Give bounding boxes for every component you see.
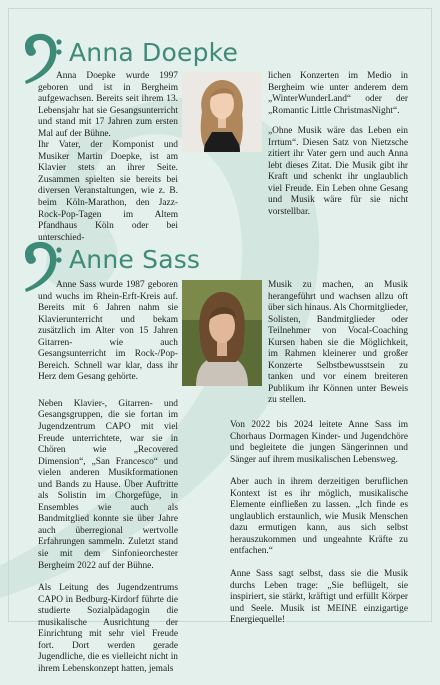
section-title-anne: Anne Sass: [69, 245, 201, 274]
anne-paragraph: Neben Klavier-, Gitarren- und Gesangsgruppen, die sie fortan im Jugendzentrum CAPO mit viel Freude unterrichtete, war sie in Chören wie „Recovered Dimension“, „San Francesco“ und vielen anderen Musikformationen und Bands zu Hause. Über Auftritte als Solistin im Chorgefüge, in Ensembles wie auch als Bandmitglied konnte sie über Jahre auch überregional wertvolle Erfahrungen sammeln. Zuletzt stand sie mit dem Sinfonieorchester Bergheim 2022 auf der Bühne.: [38, 398, 178, 571]
anna-paragraph: lichen Konzerten im Medio in Bergheim wie unter anderem dem „WinterWunderLand“ oder der „Romantic Little ChristmasNight“.: [268, 71, 408, 116]
anna-photo: [182, 72, 262, 152]
anna-text-column-1: [38, 71, 178, 253]
anne-text-column-2: [230, 280, 408, 636]
anna-text-column-2: [268, 71, 408, 228]
anne-paragraph: Von 2022 bis 2024 leitete Anne Sass im Chorhaus Dormagen Kinder- und Jugendchöre und begleitete die jungen Sängerinnen und Sänger auf ihrem musikalischen Lebensweg.: [230, 420, 408, 465]
anne-text-column-1: [38, 280, 178, 685]
anna-paragraph: Ihr Vater, der Komponist und Musiker Martin Doepke, ist am Klavier stets an ihrer Seite. Zusammen spielten sie bereits bei diversen Veranstaltungen, wie z. B. beim Köln-Marathon, den Jazz-Rock-Pop-Tagen im Altem Pfandhaus Köln oder bei unterschied-: [38, 140, 178, 243]
anna-paragraph: Anna Doepke wurde 1997 geboren und ist in Bergheim aufgewachsen. Bereits seit ihrem 13. Lebensjahr hat sie Gesangsunterricht und stand mit 17 Jahren zum ersten Mal auf der Bühne.: [38, 71, 178, 139]
anne-paragraph: Musik zu machen, an Musik herangeführt und wachsen allzu oft über sich hinaus. Als Chormitglieder, Solisten, Bandmitglieder oder Teilnehmer von Vocal-Coaching Kursen haben sie die Möglichkeit, im Rahmen kleinerer und großer Konzerte Selbstbewusstsein zu tanken und vor einem breiteren Publikum ihr Können unter Beweis zu stellen.: [268, 280, 408, 406]
anna-paragraph: „Ohne Musik wäre das Leben ein Irrtum“. Diesen Satz von Nietzsche zitiert ihr Vater gern und auch Anna lebt dieses Zitat. Die Musik gibt ihr Kraft und schenkt ihr unglaublich viel Freude. Ein Leben ohne Gesang und Musik wäre für sie nicht vorstellbar.: [268, 126, 408, 218]
anne-paragraph: Anne Sass wurde 1987 geboren und wuchs im Rhein-Erft-Kreis auf. Bereits mit 6 Jahren nahm sie Klavierunterricht und bekam zusätzlich im Alter von 15 Jahren Gitarren- wie auch Gesangsunterricht im Rock-/Pop-Bereich. Schnell war klar, dass ihr Herz dem Gesang gehörte.: [38, 280, 178, 383]
anne-paragraph: Als Leitung des Jugendzentrums CAPO in Bedburg-Kirdorf führte die studierte Sozialpädagogin die musikalische Ausrichtung der Einrichtung mit sehr viel Freude fort. Dort werden gerade Jugendliche, die es vielleicht nicht in ihrem Lebenskonzept hatten, jemals: [38, 583, 178, 674]
anne-paragraph: Aber auch in ihrem derzeitigen beruflichen Kontext ist es ihr möglich, musikalische Elemente einfließen zu lassen. „Ich finde es unglaublich erstaunlich, wie Musik Menschen dazu ermutigen kann, aus sich selbst herauszukommen und ungeahnte Kräfte zu entfachen.“: [230, 477, 408, 557]
anne-paragraph: Anne Sass sagt selbst, dass sie die Musik durchs Leben trage: „Sie beflügelt, sie inspiriert, sie stärkt, kräftigt und erfüllt Körper und Seele. Musik ist MEINE einzigartige Energiequelle!: [230, 569, 408, 626]
section-title-anna: Anna Doepke: [69, 38, 239, 67]
